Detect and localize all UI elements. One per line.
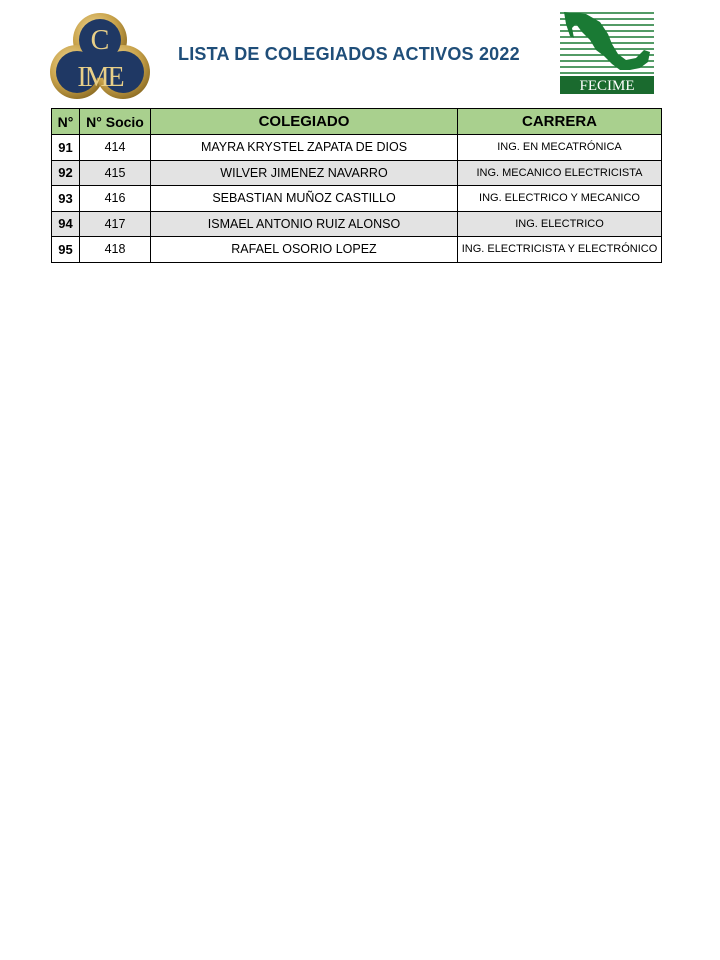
row-number: 91 <box>52 135 80 161</box>
row-number: 94 <box>52 211 80 237</box>
member-career: ING. ELECTRICISTA Y ELECTRÓNICO <box>458 237 662 263</box>
row-number: 95 <box>52 237 80 263</box>
socio-number: 418 <box>80 237 151 263</box>
member-career: ING. ELECTRICO <box>458 211 662 237</box>
row-number: 92 <box>52 160 80 186</box>
table-row <box>52 211 662 237</box>
table-row <box>52 135 662 161</box>
page-title: LISTA DE COLEGIADOS ACTIVOS 2022 <box>178 44 520 64</box>
column-header-socio: N° Socio <box>80 109 151 135</box>
socio-number: 417 <box>80 211 151 237</box>
svg-text:C: C <box>90 25 110 56</box>
table-header-row <box>52 109 662 135</box>
member-name: MAYRA KRYSTEL ZAPATA DE DIOS <box>151 135 458 161</box>
fecime-logo-text: FECIME <box>579 78 635 94</box>
table-row <box>52 186 662 212</box>
fecime-mexico-map-icon <box>560 10 654 96</box>
member-name: WILVER JIMENEZ NAVARRO <box>151 160 458 186</box>
column-header-carrera: CARRERA <box>458 109 662 135</box>
members-table <box>51 108 662 263</box>
socio-number: 415 <box>80 160 151 186</box>
socio-number: 416 <box>80 186 151 212</box>
svg-text:IME: IME <box>77 62 123 93</box>
member-career: ING. MECANICO ELECTRICISTA <box>458 160 662 186</box>
column-header-num: N° <box>52 109 80 135</box>
table-row <box>52 160 662 186</box>
fecime-logo <box>560 10 654 96</box>
socio-number: 414 <box>80 135 151 161</box>
member-career: ING. ELECTRICO Y MECANICO <box>458 186 662 212</box>
member-name: SEBASTIAN MUÑOZ CASTILLO <box>151 186 458 212</box>
table-row <box>52 237 662 263</box>
column-header-colegiado: COLEGIADO <box>151 109 458 135</box>
cime-logo-icon <box>50 10 150 102</box>
member-career: ING. EN MECATRÓNICA <box>458 135 662 161</box>
member-name: RAFAEL OSORIO LOPEZ <box>151 237 458 263</box>
member-name: ISMAEL ANTONIO RUIZ ALONSO <box>151 211 458 237</box>
row-number: 93 <box>52 186 80 212</box>
